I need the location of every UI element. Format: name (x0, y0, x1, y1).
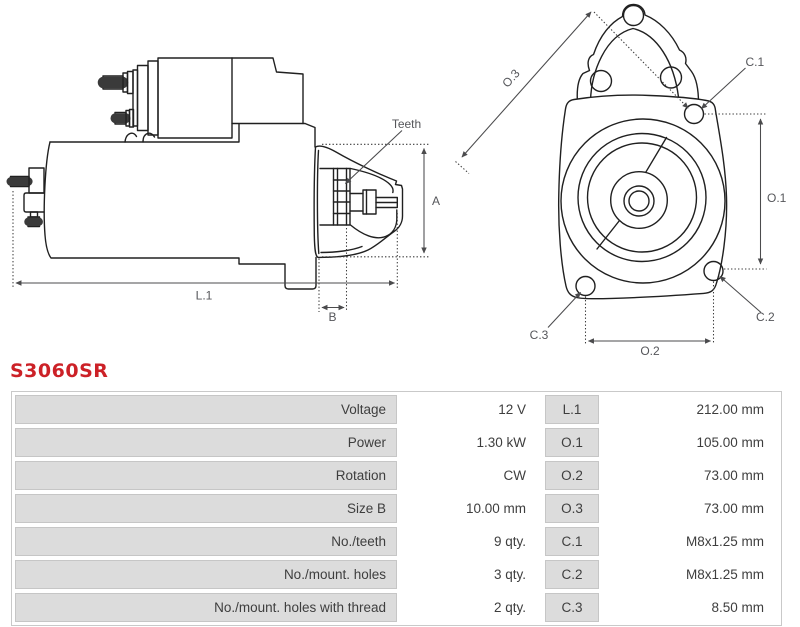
dim-label-o3: O.3 (499, 66, 523, 91)
table-row (15, 395, 778, 424)
dim-label-l1: L.1 (195, 288, 213, 303)
solenoid-body (158, 58, 232, 138)
spec-label: No./teeth (15, 527, 397, 556)
dim-label-c3: C.3 (529, 328, 549, 342)
c2-leader-line (720, 277, 761, 313)
dim-key: O.1 (545, 428, 599, 457)
product-code: S3060SR (10, 360, 109, 382)
table-row (15, 428, 778, 457)
table-row (15, 461, 778, 490)
top-bracket-outline (577, 5, 698, 104)
motor-body-outline (44, 142, 316, 289)
dim-key: C.1 (545, 527, 599, 556)
drive-housing-outline (314, 146, 402, 257)
dim-value: M8x1.25 mm (604, 527, 778, 556)
spec-value: 2 qty. (402, 593, 540, 622)
dim-key: C.3 (545, 593, 599, 622)
spec-value: 10.00 mm (402, 494, 540, 523)
dim-value: 73.00 mm (604, 494, 778, 523)
front-view-drawing (559, 5, 727, 299)
spec-value: CW (402, 461, 540, 490)
table-row (15, 527, 778, 556)
dim-label-c1: C.1 (745, 55, 765, 69)
spec-table (11, 391, 782, 626)
dim-value: 73.00 mm (604, 461, 778, 490)
dim-label-c2: C.2 (756, 310, 775, 324)
spec-value: 3 qty. (402, 560, 540, 589)
spec-label: No./mount. holes with thread (15, 593, 397, 622)
dim-key: O.2 (545, 461, 599, 490)
pinion-gear (334, 169, 351, 226)
dim-label-b: B (328, 310, 337, 324)
table-row (15, 494, 778, 523)
spec-label: Rotation (15, 461, 397, 490)
spec-value: 12 V (402, 395, 540, 424)
spec-value: 1.30 kW (402, 428, 540, 457)
dim-label-o2: O.2 (640, 344, 660, 358)
spec-value: 9 qty. (402, 527, 540, 556)
table-row (15, 560, 778, 589)
dim-key: L.1 (545, 395, 599, 424)
c1-leader-line (702, 68, 746, 109)
c3-leader-line (548, 293, 581, 328)
spec-label: Size B (15, 494, 397, 523)
dim-label-o1: O.1 (767, 191, 787, 205)
dim-value: 8.50 mm (604, 593, 778, 622)
dim-key: C.2 (545, 560, 599, 589)
dim-key: O.3 (545, 494, 599, 523)
spec-label: Power (15, 428, 397, 457)
side-view-drawing (11, 58, 403, 289)
dim-value: 105.00 mm (604, 428, 778, 457)
side-view-dimensions (13, 131, 430, 313)
spec-label: No./mount. holes (15, 560, 397, 589)
dim-value: M8x1.25 mm (604, 560, 778, 589)
dim-value: 212.00 mm (604, 395, 778, 424)
table-row (15, 593, 778, 622)
mounting-flange-outline (559, 95, 727, 299)
spec-label: Voltage (15, 395, 397, 424)
teeth-label: Teeth (391, 117, 422, 131)
dim-label-a: A (432, 194, 441, 208)
